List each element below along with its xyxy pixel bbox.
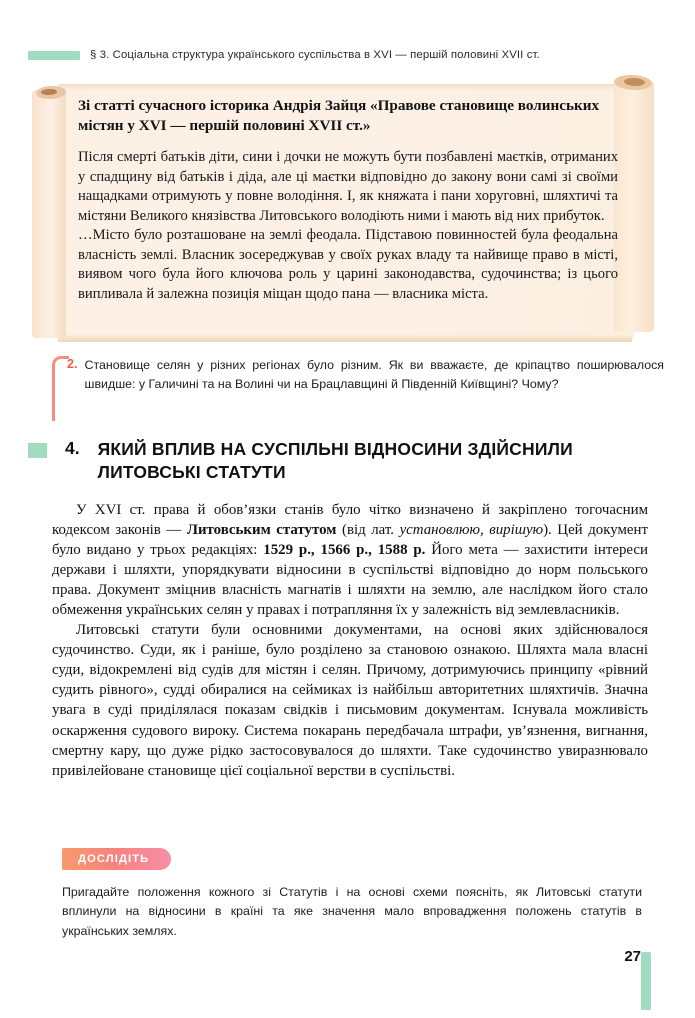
- running-head: [0, 44, 695, 66]
- source-paragraph-1: Після смерті батьків діти, сини і дочки не можуть бути позбавлені маєтків, отриманих у спадщину від батьків і діда, але ці маєтки відповідно до закону вони самі зі своїми нащадками отримують у повне володіння. І, як княжата і пани хоруговні, шляхтичі та містяни Великого князівства Литовського володіють ними і мають від них прибуток.: [78, 149, 618, 224]
- question-block: [52, 356, 664, 394]
- page-number: 27: [624, 948, 641, 965]
- source-excerpt-scroll: [32, 78, 654, 340]
- folio-bar: [641, 952, 651, 1010]
- research-badge: ДОСЛІДІТЬ: [62, 848, 171, 870]
- section-number: 4.: [65, 438, 80, 458]
- body-p1-seg4: Його мета — захистити інтереси держави і шляхти, упорядкувати відносини в суспільстві відповідно до норм польського права. Документ зміцнив власність магнатів і шляхти на землю, але наслідком його стало обмеження українських селян у правах і потрапляння їх у залежність від землевласників.: [52, 542, 648, 619]
- question-bracket: [52, 356, 69, 421]
- folio: [599, 948, 669, 1010]
- scroll-left-roll-icon: [32, 90, 66, 339]
- body-p1-italic1: установлюю, вирішую: [399, 522, 544, 539]
- question-text: Становище селян у різних регіонах було різним. Як ви вважаєте, де кріпацтво поширювалося швидше: у Галичині та на Волині чи на Брацлавщині й Південній Київщині? Чому?: [84, 358, 664, 392]
- research-text: Пригадайте положення кожного зі Статутів і на основі схеми поясніть, як Литовські статути вплинули на відносини в країні та яке значення мало впровадження положень статутів в українських землях.: [62, 885, 642, 938]
- source-paragraph-2: …Місто було розташоване на землі феодала. Підставою повинностей була феодальна власність землі. Власник зосереджував у своїх руках владу та найвище право в місті, виявом чого була його ключова роль у царині законодавства, судочинства; із цього випливала й залежна позиція міщан щодо пана — власника міста.: [78, 227, 618, 302]
- scroll-top-lip: [58, 84, 632, 90]
- scroll-content: [78, 96, 618, 304]
- body-paragraph-1: [52, 500, 648, 620]
- body-text: [52, 500, 648, 781]
- running-head-rule: [28, 51, 80, 60]
- body-p1-bold1: Литовським статутом: [186, 522, 337, 539]
- body-p1-seg3: ). Цей документ було видано у трьох редакціях:: [52, 522, 648, 559]
- body-p1-seg2: (від лат.: [336, 522, 400, 539]
- question-row: [67, 356, 664, 394]
- body-p1-seg1: У XVI ст. права й обов’язки станів було чітко визначено й закріплено тогочасним кодексом законів —: [52, 502, 648, 539]
- scroll-right-roll-icon: [614, 80, 654, 333]
- research-block: [62, 848, 652, 941]
- body-paragraph-2: Литовські статути були основними документами, на основі яких здійснювалося судочинство. Суди, як і раніше, було розділено за становою ознакою. Шляхта мала власні суди, відокремлені від судів для містян і селян. Причому, дотримуючись принципу «рівний судить рівного», судді обиралися на сеймиках із найбільш авторитетних шляхтичів. Значна увага в суді приділялася показам свідків і письмовим документам. Існувала можливість оскарження судового вироку. Система покарань передбачала штрафи, ув’язнення, вигнання, смертну кару, що дуже рідко застосовувалося до шляхти. Таке судочинство увиразнювало привілейоване становище цієї соціальної верстви в суспільстві.: [52, 622, 648, 779]
- body-p1-bold2: 1529 р., 1566 р., 1588 р.: [263, 542, 426, 559]
- source-title: Зі статті сучасного історика Андрія Зайця «Правове становище волинських містян у XVI — першій половині XVII ст.»: [78, 97, 600, 135]
- section-title: ЯКИЙ ВПЛИВ НА СУСПІЛЬНІ ВІДНОСИНИ ЗДІЙСНИЛИ ЛИТОВСЬКІ СТАТУТИ: [97, 439, 573, 483]
- question-number: 2.: [67, 357, 78, 371]
- section-marker-square-icon: [28, 443, 47, 458]
- scroll-bottom-lip: [58, 335, 632, 342]
- running-head-text: § 3. Соціальна структура українського суспільства в XVI — першій половині XVII ст.: [90, 49, 540, 61]
- section-heading: [28, 438, 668, 485]
